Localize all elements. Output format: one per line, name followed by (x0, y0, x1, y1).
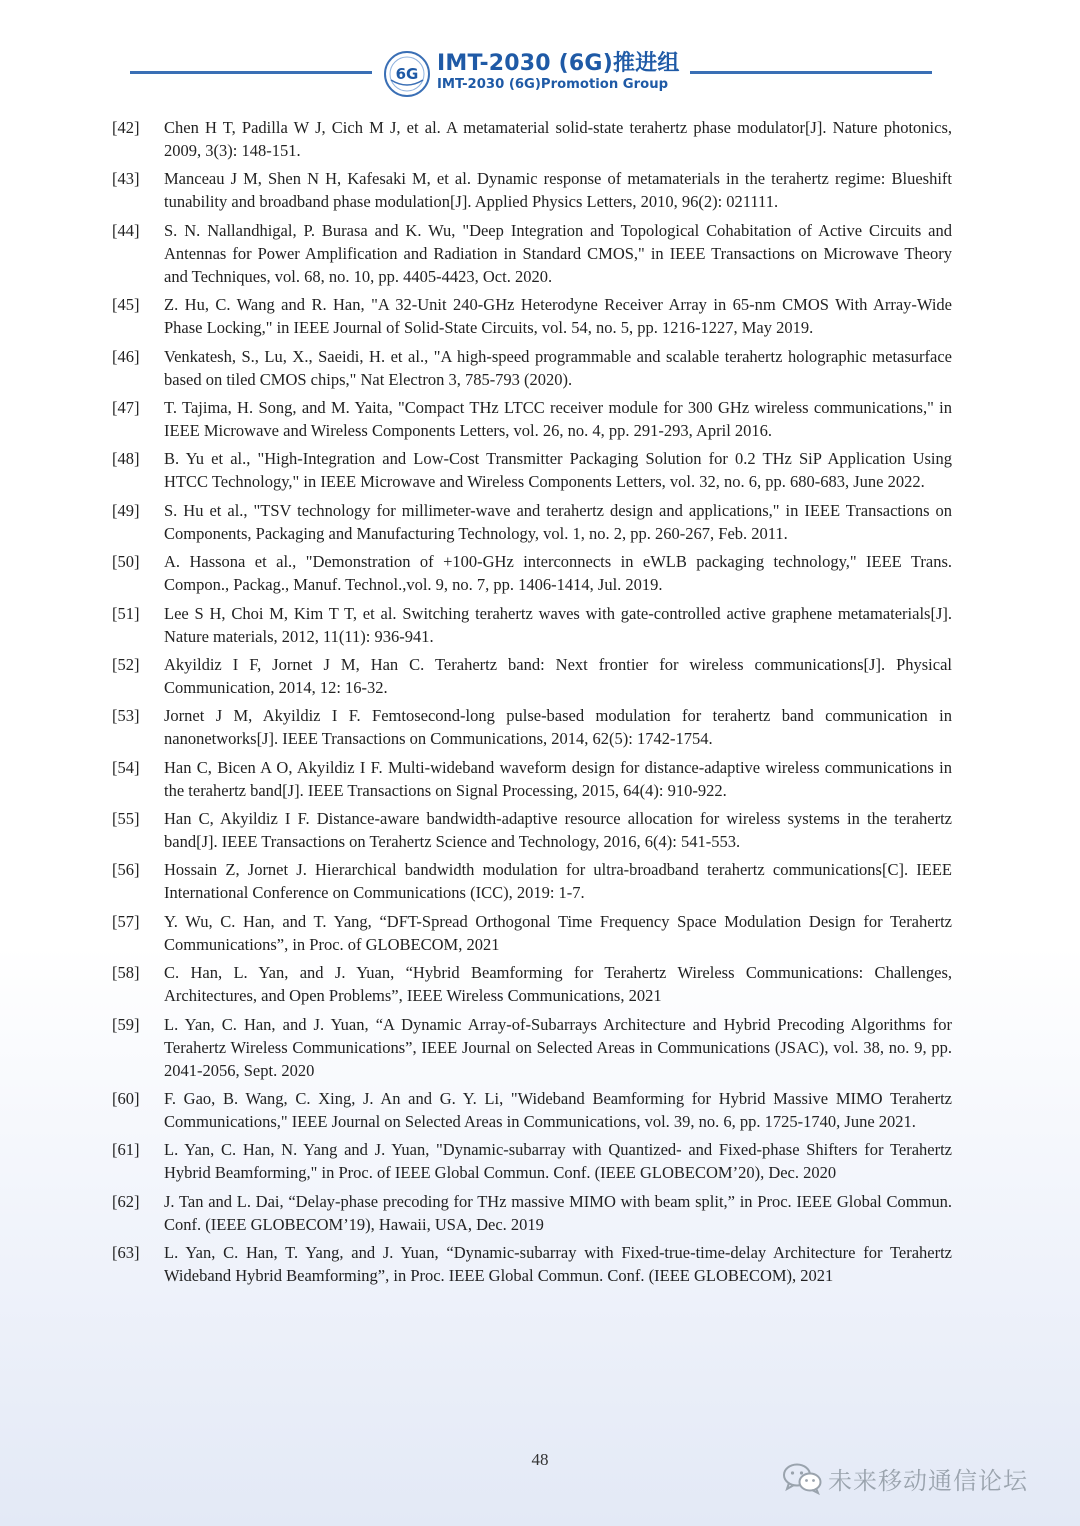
reference-number: [55] (112, 809, 140, 829)
reference-text: Han C, Akyildiz I F. Distance-aware bandwidth-adaptive resource allocation for wireless systems in the terahertz band[J]. IEEE Transactions on Terahertz Science and Technology, 2016, 6(4): 541-553. (164, 809, 952, 852)
reference-item (112, 756, 952, 802)
reference-number: [58] (112, 963, 140, 983)
reference-item (112, 653, 952, 699)
reference-item (112, 396, 952, 442)
reference-item (112, 1190, 952, 1236)
reference-text: Han C, Bicen A O, Akyildiz I F. Multi-wideband waveform design for distance-adaptive wireless communications in the terahertz band[J]. IEEE Transactions on Signal Processing, 2015, 64(4): 910-922. (164, 757, 952, 800)
reference-number: [61] (112, 1140, 140, 1160)
reference-item (112, 345, 952, 391)
reference-item (112, 1241, 952, 1287)
reference-text: Jornet J M, Akyildiz I F. Femtosecond-long pulse-based modulation for terahertz band communication in nanonetworks[J]. IEEE Transactions on Communications, 2014, 62(5): 1742-1754. (164, 706, 952, 749)
reference-number: [56] (112, 860, 140, 880)
reference-text: J. Tan and L. Dai, “Delay-phase precoding for THz massive MIMO with beam split,” in Proc. IEEE Global Commun. Conf. (IEEE GLOBECOM’19), Hawaii, USA, Dec. 2019 (164, 1191, 952, 1234)
header-rule-right (690, 71, 932, 74)
reference-item (112, 704, 952, 750)
reference-text: B. Yu et al., "High-Integration and Low-Cost Transmitter Packaging Solution for 0.2 THz SiP Application Using HTCC Technology," in IEEE Microwave and Wireless Components Letters, vol. 32, no. 6, pp. 680-683, June 2022. (164, 449, 952, 492)
reference-text: T. Tajima, H. Song, and M. Yaita, "Compact THz LTCC receiver module for 300 GHz wireless communications," in IEEE Microwave and Wireless Components Letters, vol. 26, no. 4, pp. 291-293, April 2016. (164, 397, 952, 440)
reference-number: [59] (112, 1014, 140, 1034)
reference-number: [49] (112, 500, 140, 520)
reference-text: F. Gao, B. Wang, C. Xing, J. An and G. Y. Li, "Wideband Beamforming for Hybrid Massive MIMO Terahertz Communications," IEEE Journal on Selected Areas in Communications, vol. 39, no. 6, pp. 1725-1740, June 2021. (164, 1089, 952, 1132)
reference-text: Chen H T, Padilla W J, Cich M J, et al. A metamaterial solid-state terahertz phase modulator[J]. Nature photonics, 2009, 3(3): 148-151. (164, 118, 952, 160)
reference-text: S. N. Nallandhigal, P. Burasa and K. Wu, "Deep Integration and Topological Cohabitation of Active Circuits and Antennas for Power Amplification and Radiation in Standard CMOS," in IEEE Transactions on Microwave Theory and Techniques, vol. 68, no. 10, pp. 4405-4423, Oct. 2020. (164, 220, 952, 286)
reference-item (112, 910, 952, 956)
header-title: IMT-2030 (6G)推进组 (437, 51, 680, 76)
watermark (780, 1460, 1028, 1496)
reference-item (112, 116, 952, 162)
reference-text: Akyildiz I F, Jornet J M, Han C. Terahertz band: Next frontier for wireless communications[J]. Physical Communication, 2014, 12: 16-32. (164, 654, 952, 697)
reference-text: L. Yan, C. Han, N. Yang and J. Yuan, "Dynamic-subarray with Quantized- and Fixed-phase Shifters for Terahertz Hybrid Beamforming," in Proc. of IEEE Global Commun. Conf. (IEEE GLOBECOM’20), Dec. 2020 (164, 1140, 952, 1183)
reference-number: [60] (112, 1089, 140, 1109)
reference-text: Manceau J M, Shen N H, Kafesaki M, et al. Dynamic response of metamaterials in the terahertz regime: Blueshift tunability and broadband phase modulation[J]. Applied Physics Letters, 2010, 96(2): 021111. (164, 169, 952, 212)
reference-item (112, 499, 952, 545)
reference-list (112, 116, 952, 1293)
header-rule-left (130, 71, 372, 74)
reference-text: Venkatesh, S., Lu, X., Saeidi, H. et al., "A high-speed programmable and scalable terahertz holographic metasurface based on tiled CMOS chips," Nat Electron 3, 785-793 (2020). (164, 346, 952, 389)
reference-item (112, 858, 952, 904)
reference-item (112, 167, 952, 213)
page-header (0, 48, 1080, 100)
reference-item (112, 1013, 952, 1082)
reference-number: [50] (112, 552, 140, 572)
reference-text: A. Hassona et al., "Demonstration of +100-GHz interconnects in eWLB packaging technology," IEEE Trans. Compon., Packag., Manuf. Technol.,vol. 9, no. 7, pp. 1406-1414, Jul. 2019. (164, 552, 952, 595)
reference-number: [52] (112, 654, 140, 674)
reference-number: [43] (112, 169, 140, 189)
reference-item (112, 293, 952, 339)
reference-text: S. Hu et al., "TSV technology for millimeter-wave and terahertz design and applications," in IEEE Transactions on Components, Packaging and Manufacturing Technology, vol. 1, no. 2, pp. 260-267, Feb. 2011. (164, 500, 952, 543)
reference-text: Z. Hu, C. Wang and R. Han, "A 32-Unit 240-GHz Heterodyne Receiver Array in 65-nm CMOS With Array-Wide Phase Locking," in IEEE Journal of Solid-State Circuits, vol. 54, no. 5, pp. 1216-1227, May 2019. (164, 295, 952, 338)
reference-text: L. Yan, C. Han, and J. Yuan, “A Dynamic Array-of-Subarrays Architecture and Hybrid Precoding Algorithms for Terahertz Wireless Communications”, IEEE Journal on Selected Areas in Communications (JSAC), vol. 38, no. 9, pp. 2041-2056, Sept. 2020 (164, 1014, 952, 1080)
reference-text: C. Han, L. Yan, and J. Yuan, “Hybrid Beamforming for Terahertz Wireless Communications: Challenges, Architectures, and Open Problems”, IEEE Wireless Communications, 2021 (164, 963, 952, 1006)
reference-item (112, 550, 952, 596)
reference-text: Hossain Z, Jornet J. Hierarchical bandwidth modulation for ultra-broadband terahertz communications[C]. IEEE International Conference on Communications (ICC), 2019: 1-7. (164, 860, 952, 903)
reference-number: [62] (112, 1191, 140, 1211)
reference-number: [46] (112, 346, 140, 366)
reference-number: [57] (112, 911, 140, 931)
reference-number: [51] (112, 603, 140, 623)
reference-number: [54] (112, 757, 140, 777)
reference-item (112, 219, 952, 288)
imt2030-logo-icon (383, 50, 431, 98)
reference-text: Y. Wu, C. Han, and T. Yang, “DFT-Spread Orthogonal Time Frequency Space Modulation Design for Terahertz Communications”, in Proc. of GLOBECOM, 2021 (164, 911, 952, 954)
reference-number: [45] (112, 295, 140, 315)
page-number: 48 (531, 1450, 549, 1469)
reference-number: [47] (112, 397, 140, 417)
reference-item (112, 807, 952, 853)
header-subtitle: IMT-2030 (6G)Promotion Group (437, 77, 669, 92)
logo-text: 6G (395, 65, 419, 83)
reference-item (112, 1138, 952, 1184)
reference-number: [63] (112, 1243, 140, 1263)
reference-number: [42] (112, 118, 140, 137)
reference-item (112, 1087, 952, 1133)
reference-text: L. Yan, C. Han, T. Yang, and J. Yuan, “Dynamic-subarray with Fixed-true-time-delay Architecture for Terahertz Wideband Hybrid Beamforming”, in Proc. IEEE Global Commun. Conf. (IEEE GLOBECOM), 2021 (164, 1243, 952, 1286)
watermark-text: 未来移动通信论坛 (828, 1466, 1028, 1495)
reference-number: [48] (112, 449, 140, 469)
reference-number: [53] (112, 706, 140, 726)
reference-text: Lee S H, Choi M, Kim T T, et al. Switching terahertz waves with gate-controlled active graphene metamaterials[J]. Nature materials, 2012, 11(11): 936-941. (164, 603, 952, 646)
wechat-icon (780, 1460, 824, 1496)
reference-number: [44] (112, 220, 140, 240)
reference-item (112, 961, 952, 1007)
reference-item (112, 447, 952, 493)
reference-item (112, 602, 952, 648)
